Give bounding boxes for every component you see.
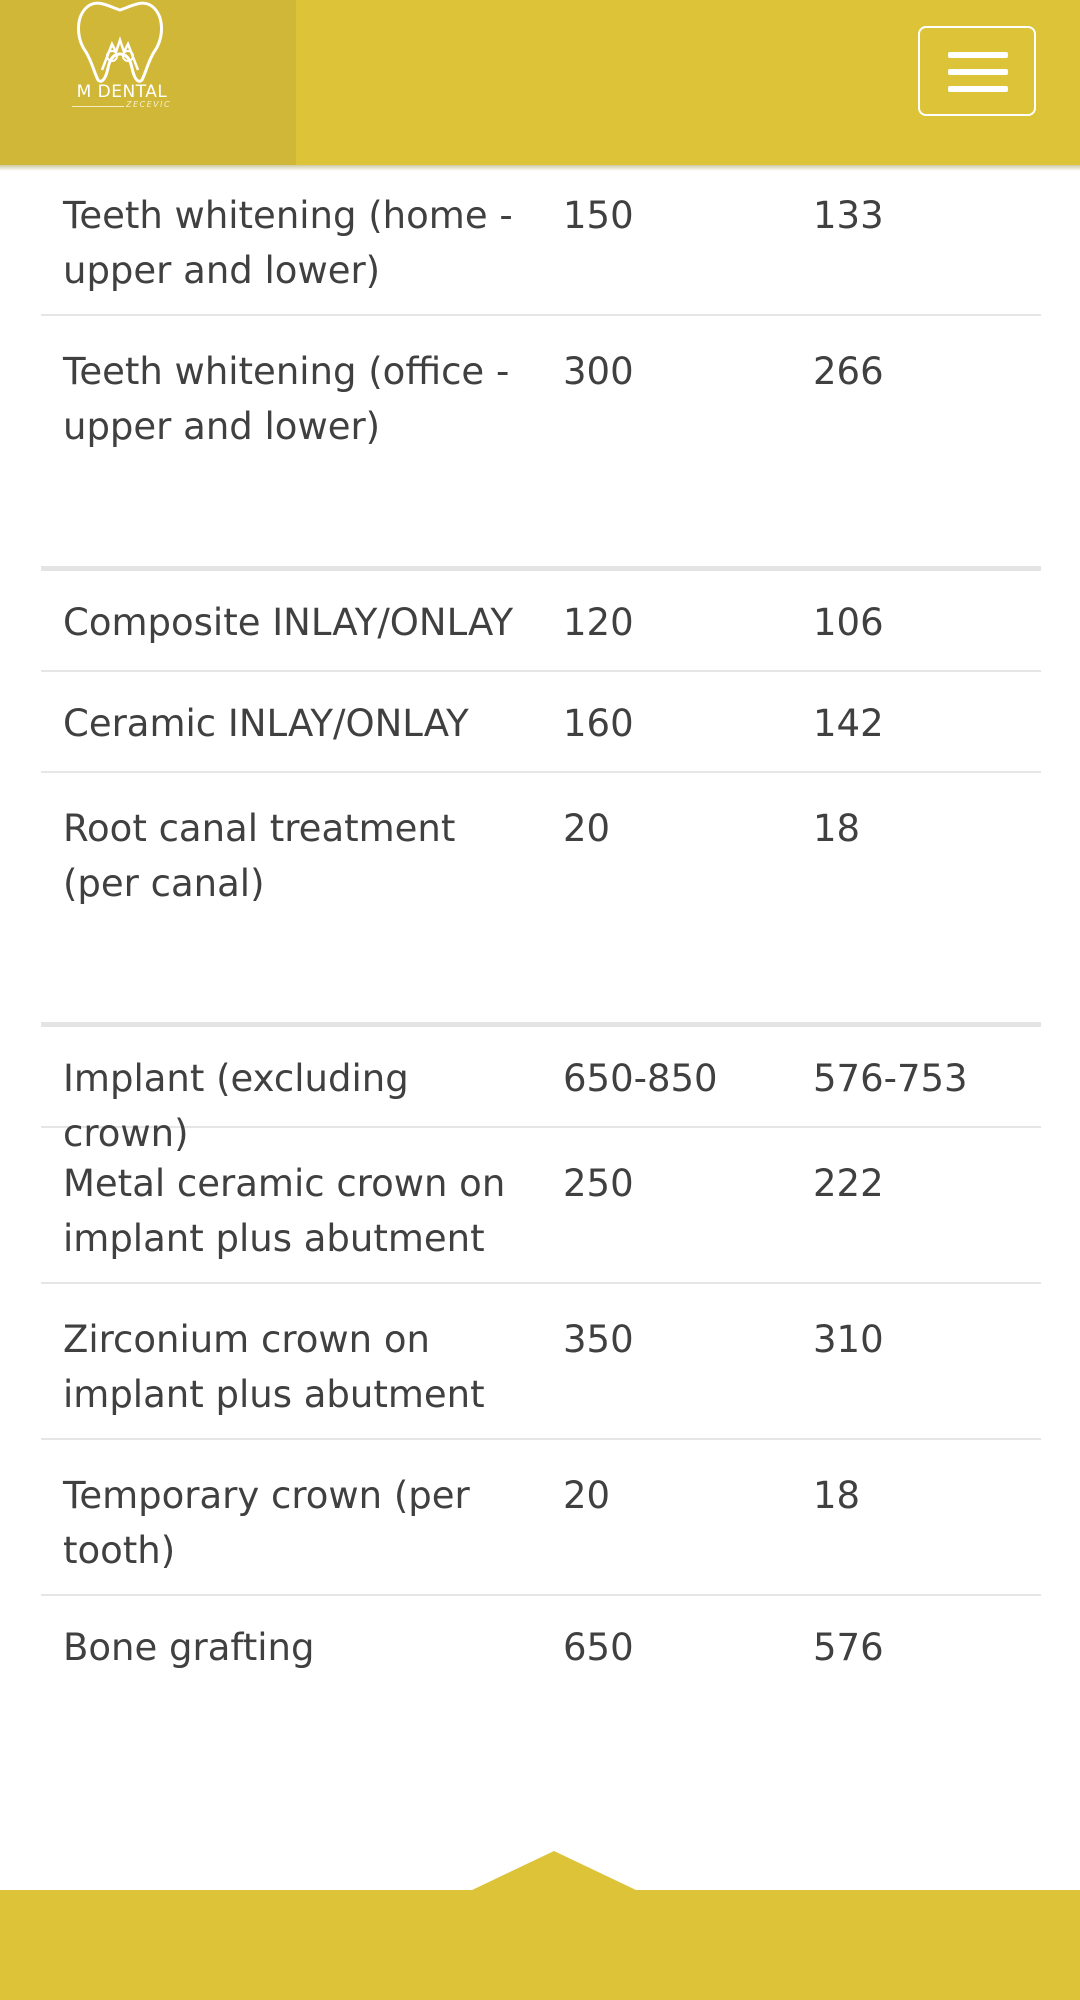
- table-row: [41, 672, 1041, 773]
- service-discount-price: 142: [813, 702, 884, 745]
- tooth-logo-icon: [72, 0, 168, 84]
- service-price: 350: [563, 1318, 634, 1361]
- service-price: 650: [563, 1626, 634, 1669]
- service-name: Teeth whitening (office - upper and lower): [63, 350, 510, 448]
- service-discount-price: 576-753: [813, 1057, 968, 1100]
- table-row: [41, 773, 1041, 929]
- service-discount-price: 106: [813, 601, 884, 644]
- header-shadow: [0, 165, 1080, 171]
- service-price: 160: [563, 702, 634, 745]
- service-price: 20: [563, 1474, 611, 1517]
- service-discount-price: 133: [813, 194, 884, 237]
- service-name: Zirconium crown on implant plus abutment: [63, 1318, 485, 1416]
- logo[interactable]: [0, 0, 296, 165]
- table-row: [41, 571, 1041, 672]
- service-name: Bone grafting: [63, 1626, 315, 1669]
- service-price: 150: [563, 194, 634, 237]
- menu-button[interactable]: [918, 26, 1036, 116]
- table-row: [41, 316, 1041, 473]
- hamburger-menu-icon: [948, 69, 1008, 75]
- table-row: [41, 1027, 1041, 1155]
- scroll-to-top-button[interactable]: [470, 1851, 638, 1891]
- table-row: [41, 1440, 1041, 1596]
- service-name: Root canal treatment (per canal): [63, 807, 456, 905]
- price-table: [41, 160, 1041, 1697]
- service-price: 650-850: [563, 1057, 718, 1100]
- table-row: [41, 1596, 1041, 1697]
- table-row: [41, 160, 1041, 316]
- service-discount-price: 18: [813, 807, 861, 850]
- site-header: [0, 0, 1080, 165]
- service-price: 20: [563, 807, 611, 850]
- hamburger-menu-icon: [948, 52, 1008, 58]
- service-name: Temporary crown (per tooth): [63, 1474, 470, 1572]
- service-price: 120: [563, 601, 634, 644]
- hamburger-menu-icon: [948, 86, 1008, 92]
- service-discount-price: 18: [813, 1474, 861, 1517]
- service-name: Implant (excluding crown): [63, 1057, 409, 1155]
- service-price: 250: [563, 1162, 634, 1205]
- site-footer: [0, 1890, 1080, 2000]
- service-discount-price: 310: [813, 1318, 884, 1361]
- service-name: Teeth whitening (home - upper and lower): [63, 194, 513, 292]
- logo-title: M DENTAL: [76, 82, 168, 102]
- service-price: 300: [563, 350, 634, 393]
- logo-divider: [72, 106, 124, 107]
- service-name: Composite INLAY/ONLAY: [63, 601, 514, 644]
- table-row: [41, 1284, 1041, 1440]
- table-row: [41, 1128, 1041, 1284]
- logo-subtitle: ZECEVIC: [126, 100, 172, 109]
- service-discount-price: 576: [813, 1626, 884, 1669]
- section-divider: [41, 929, 1041, 1027]
- service-name: Metal ceramic crown on implant plus abutment: [63, 1162, 506, 1260]
- section-divider: [41, 473, 1041, 571]
- service-discount-price: 222: [813, 1162, 884, 1205]
- service-name: Ceramic INLAY/ONLAY: [63, 702, 469, 745]
- service-discount-price: 266: [813, 350, 884, 393]
